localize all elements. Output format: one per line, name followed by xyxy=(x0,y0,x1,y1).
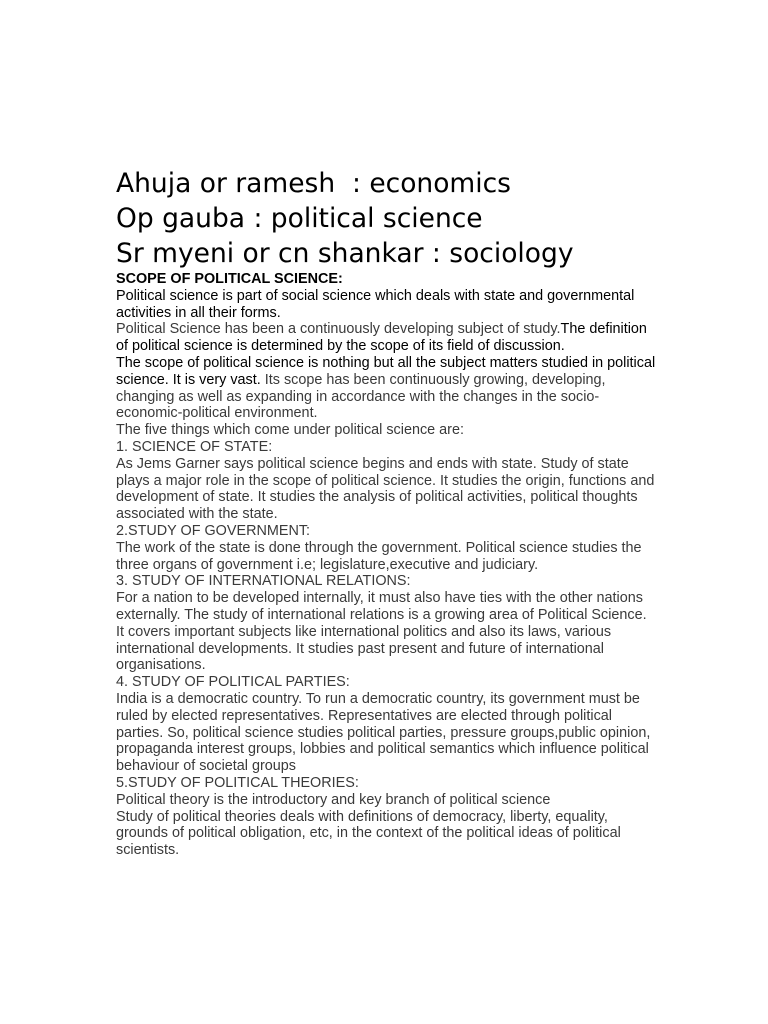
definition-part-b: The definition of political science is determined by the scope of its field of discussion. xyxy=(116,321,647,355)
section-title-political-parties: 4. STUDY OF POLITICAL PARTIES: xyxy=(116,674,350,691)
section-text-political-parties: India is a democratic country. To run a democratic country, its government must be ruled by elected representatives. Representatives are elected through political parties. So, political science studies political parties, pressure groups,public opinion, propaganda interest groups, lobbies and political semantics which influence political behaviour of societal groups xyxy=(116,690,651,775)
section-title-international-relations: 3. STUDY OF INTERNATIONAL RELATIONS: xyxy=(116,573,411,590)
book-list-item-economics: Ahuja or ramesh : economics xyxy=(116,168,511,199)
intro-paragraph: Political science is part of social science which deals with state and governmental activities in all their forms. xyxy=(116,287,635,321)
document-body xyxy=(116,166,656,859)
section-title-government: 2.STUDY OF GOVERNMENT: xyxy=(116,522,311,539)
closing-paragraph: Study of political theories deals with definitions of democracy, liberty, equality, grounds of political obligation, etc, in the context of the political ideas of political scientists. xyxy=(116,808,621,859)
section-text-state: As Jems Garner says political science begins and ends with state. Study of state plays a major role in the scope of political science. It studies the origin, functions and development of state. It studies the analysis of political activities, political thoughts associated with the state. xyxy=(116,455,655,523)
book-list-item-sociology: Sr myeni or cn shankar : sociology xyxy=(116,238,574,269)
section-text-government: The work of the state is done through the government. Political science studies the three organs of government i.e; legislature,executive and judiciary. xyxy=(116,539,642,573)
definition-part-a: Political Science has been a continuously developing subject of study. xyxy=(116,321,561,338)
book-list-item-political-science: Op gauba : political science xyxy=(116,203,483,234)
section-text-political-theories: Political theory is the introductory and key branch of political science xyxy=(116,791,551,808)
section-text-international-relations: For a nation to be developed internally, it must also have ties with the other nations externally. The study of international relations is a growing area of Political Science. It covers important subjects like international politics and also its laws, various international developments. It studies past present and future of international organisations. xyxy=(116,590,647,674)
definition-paragraph xyxy=(116,321,656,355)
five-things-intro: The five things which come under political science are: xyxy=(116,422,464,439)
scope-part-a: The scope of political science is nothing but all the subject matters studied in political science. It is very vast. xyxy=(116,354,656,388)
section-title-political-theories: 5.STUDY OF POLITICAL THEORIES: xyxy=(116,774,359,791)
section-title-state: 1. SCIENCE OF STATE: xyxy=(116,438,273,455)
scope-paragraph xyxy=(116,355,656,422)
scope-part-b: Its scope has been continuously growing, developing, changing as well as expanding in accordance with the changes in the socio-economic-political environment. xyxy=(116,371,606,422)
section-heading: SCOPE OF POLITICAL SCIENCE: xyxy=(116,271,343,287)
